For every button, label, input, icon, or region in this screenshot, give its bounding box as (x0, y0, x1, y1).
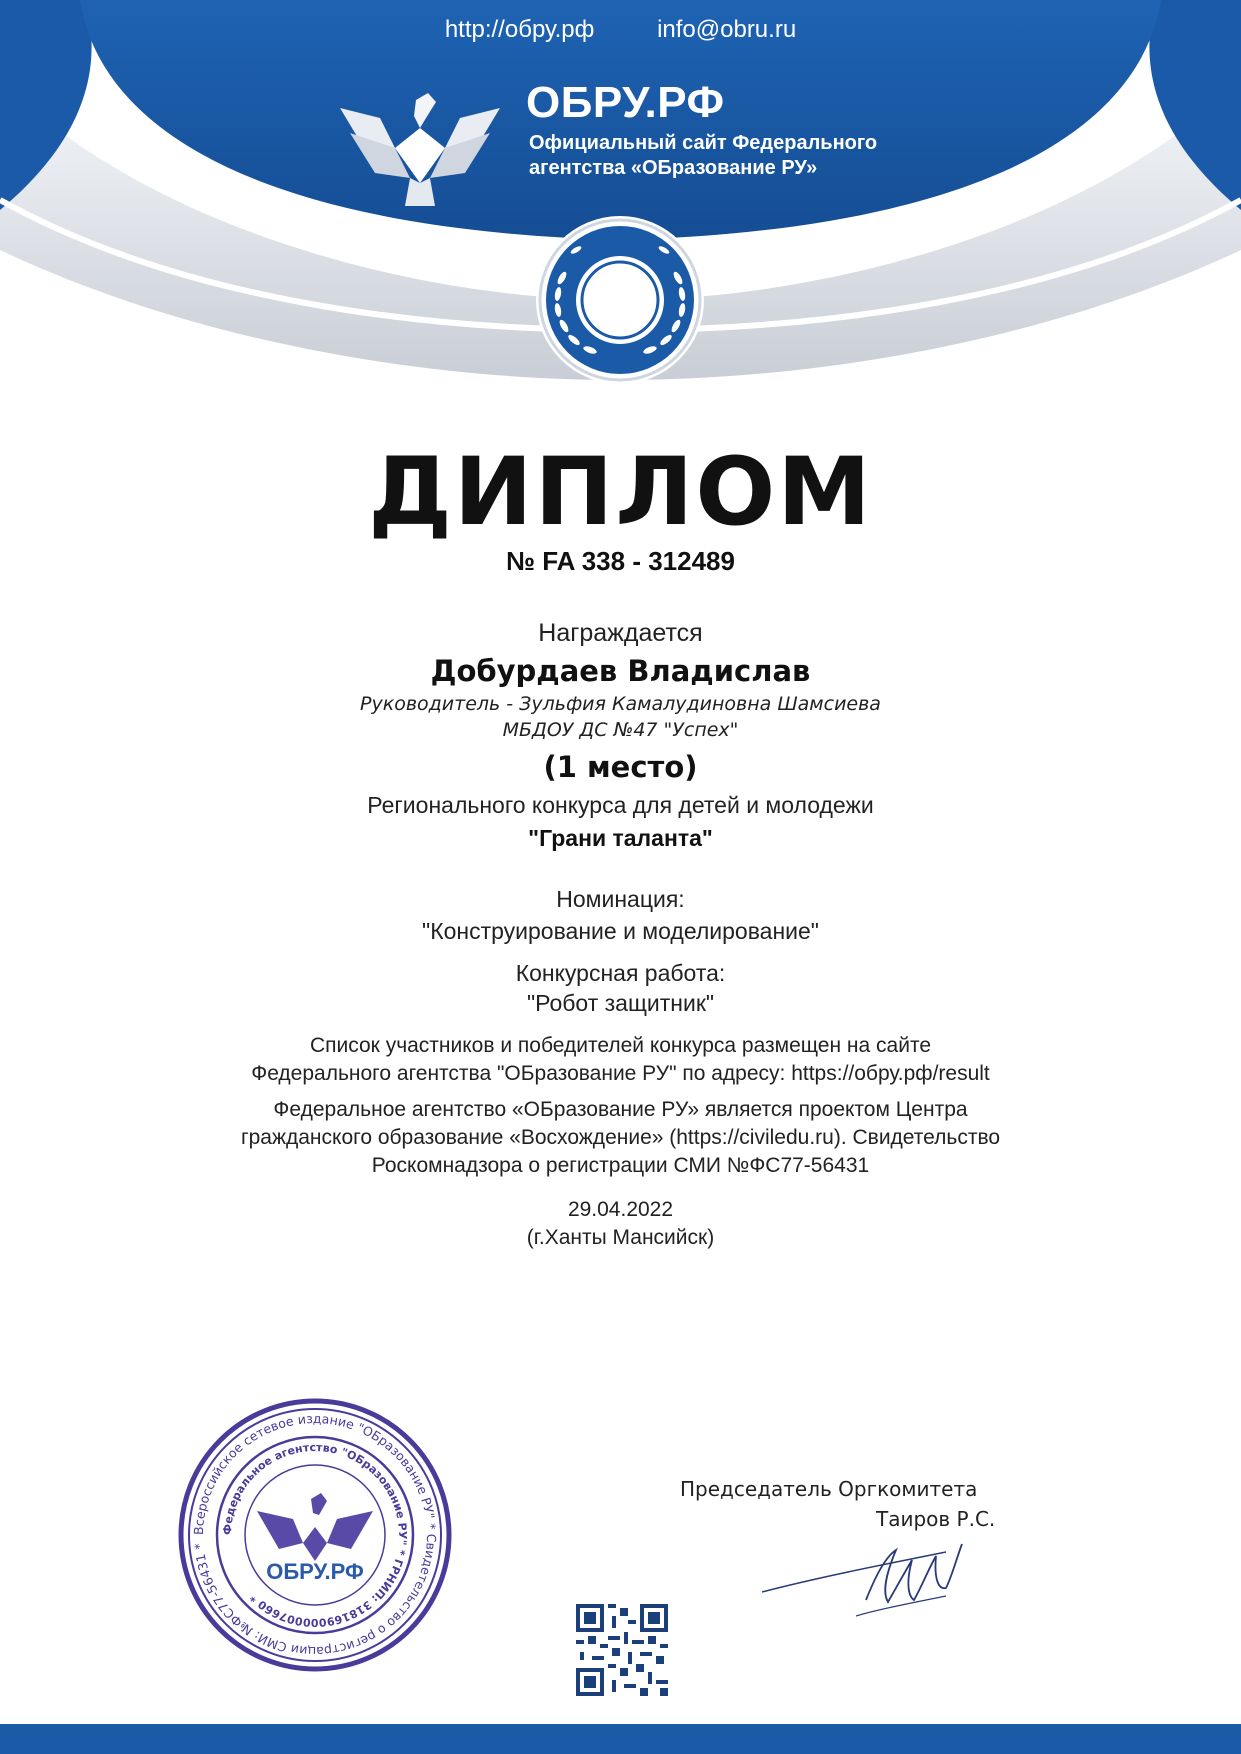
footer-bar (0, 1724, 1241, 1754)
project-note (0, 1096, 1241, 1180)
svg-text:Федеральное агентство "ОБразов: Федеральное агентство "ОБразование РУ" * ГРНИП: 318169000007660 * (220, 1440, 410, 1630)
contest-name: "Грани таланта" (528, 825, 713, 851)
svg-text:Всероссийское сетевое издание: Всероссийское сетевое издание "ОБразование РУ" * Свидетельство о регистрации СМИ: №ФС77-56431 * (190, 1410, 440, 1660)
brand-name: ОБРУ.РФ (526, 78, 725, 127)
place-award: (1 место) (543, 750, 698, 784)
project-note-line: Роскомнадзора о регистрации СМИ №ФС77-56431 (371, 1154, 870, 1177)
email-link[interactable]: info@obru.ru (657, 16, 797, 43)
issue-date: 29.04.2022 (567, 1198, 674, 1221)
handwritten-signature (756, 1530, 996, 1630)
project-note-line: гражданского образование «Восхождение» (https://civiledu.ru). Свидетельство (240, 1126, 1001, 1149)
diploma-number: № FA 338 - 312489 (506, 546, 735, 576)
nomination-value: "Конструирование и моделирование" (422, 918, 819, 944)
laurel-wreath-icon (536, 216, 704, 384)
brand-subtitle-line: Официальный сайт Федерального (529, 132, 878, 154)
qr-code-icon[interactable] (576, 1604, 668, 1696)
stamp-center-text: ОБРУ.РФ (266, 1559, 364, 1584)
recipient-name: Добурдаев Владислав (430, 654, 811, 688)
work-value: "Робот защитник" (526, 990, 715, 1016)
header-banner (0, 0, 1241, 420)
signature-role: Председатель Оргкомитета (680, 1477, 978, 1501)
header-contacts (0, 16, 1241, 44)
issue-city: (г.Ханты Мансийск) (526, 1226, 715, 1249)
official-stamp (176, 1396, 454, 1674)
diploma-title: ДИПЛОМ (368, 438, 873, 547)
institution-line: МБДОУ ДС №47 "Успех" (502, 719, 739, 741)
nomination-label: Номинация: (556, 886, 685, 912)
results-note (0, 1032, 1241, 1088)
work-label: Конкурсная работа: (515, 960, 726, 986)
brand-subtitle (529, 131, 949, 181)
awarded-label: Награждается (538, 619, 703, 647)
brand-subtitle-line: агентства «ОБразование РУ» (529, 157, 818, 179)
supervisor-line: Руководитель - Зульфия Камалудиновна Шамсиева (360, 693, 881, 715)
contest-description: Регионального конкурса для детей и молодежи (367, 792, 874, 818)
site-link[interactable]: http://обру.рф (444, 16, 595, 43)
results-note-line: Список участников и победителей конкурса размещен на сайте (309, 1034, 932, 1057)
signature-name: Таиров Р.С. (876, 1507, 996, 1531)
project-note-line: Федеральное агентство «ОБразование РУ» является проектом Центра (273, 1098, 968, 1121)
results-note-line: Федерального агентства "ОБразование РУ" по адресу: https://обру.рф/result (251, 1062, 990, 1085)
